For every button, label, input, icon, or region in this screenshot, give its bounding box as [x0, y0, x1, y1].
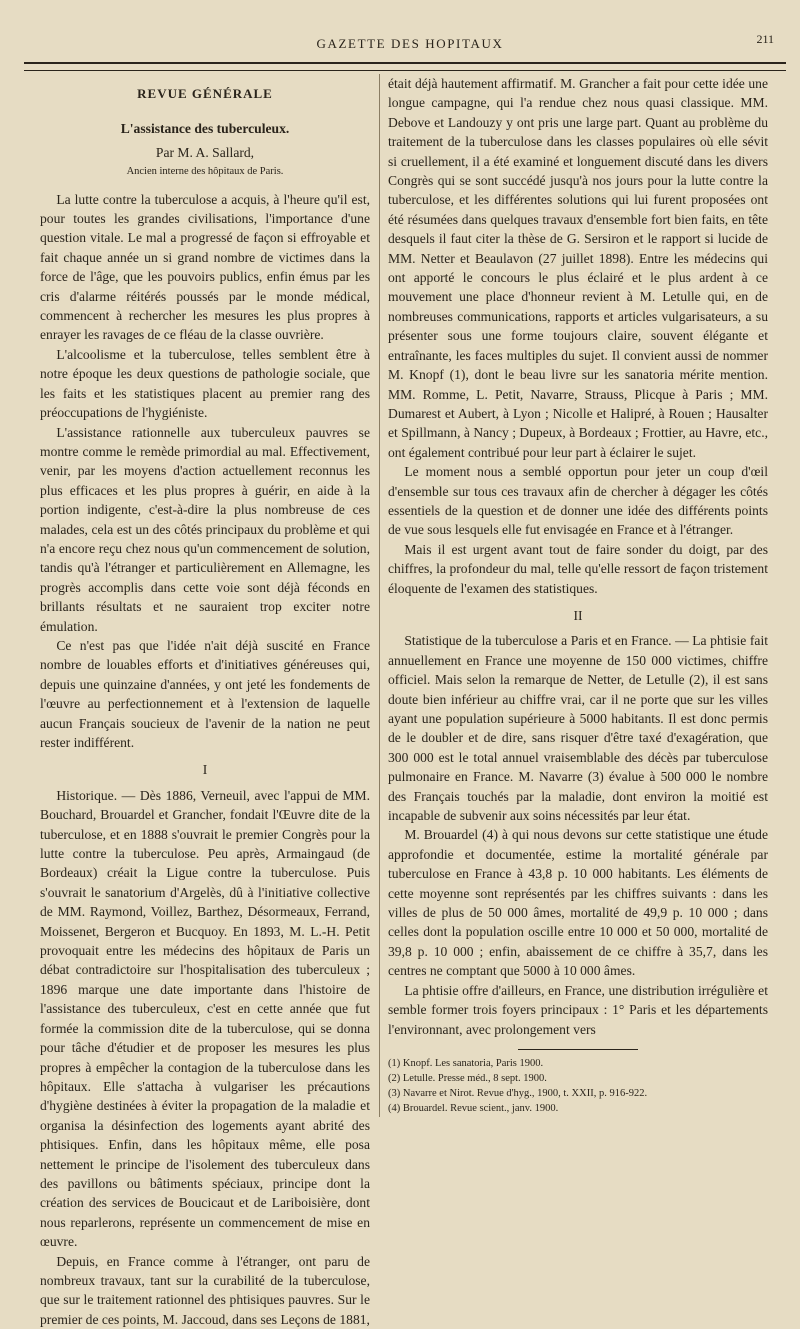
right-column [388, 74, 768, 1129]
footnote: (4) Brouardel. Revue scient., janv. 1900. [388, 1102, 559, 1114]
article-title: L'assistance des tuberculeux. [120, 121, 290, 137]
paragraph: L'alcoolisme et la tuberculose, telles semblent être à notre époque les deux questions de pathologie sociale, que les faits et les statistiques placent au premier rang des préoccupations de l'hygiéniste. [40, 346, 370, 421]
paragraph: Ce n'est pas que l'idée n'ait déjà suscité en France nombre de louables efforts et d'initiatives généreuses qui, depuis une quinzaine d'années, y ont jeté les fondements de l'œuvre au perfectionnement et à l'extension de laquelle aucun Français soucieux de l'avenir de la nation ne peut rester indifférent. [40, 637, 370, 750]
page-number: 211 [756, 32, 774, 46]
footnotes-rule [518, 1049, 638, 1050]
paragraph: Mais il est urgent avant tout de faire sonder du doigt, par des chiffres, la profondeur du mal, telle qu'elle ressort de façon tristement éloquente de l'examen des statistiques. [388, 541, 768, 596]
byline: Par M. A. Sallard, [155, 144, 255, 160]
paragraph: était déjà hautement affirmatif. M. Grancher a fait pour cette idée une longue campagne, qui l'a rendue chez nous quasi classique. MM. Debove et Landouzy y ont pris une large part. Quant au problème du traitement de la tuberculose dans les classes populaires où elle sévit si cruellement, il a été examiné et longuement discuté dans les divers Congrès qui se sont succédé jusqu'à nos jours pour la lutte contre la tuberculose, et les différentes solutions qui lui furent proposées ont été résumées dans quelques travaux d'ensemble fort bien faits, en tête desquels il faut citer la thèse de G. Sersiron et le rapport si lucide de MM. Netter et Beaulavon (27 juillet 1898). Entre les médecins qui ont apporté le concours le plus éclairé et le plus ardent à ce mouvement une place d'honneur revient à M. Letulle qui, en de nombreuses communications, rapports et articles vulgarisateurs, a su présenter sous une forme toujours claire, souvent élégante et entraînante, les faces multiples du sujet. Il convient aussi de nommer M. Knopf (1), dont le beau livre sur les sanatoria mérite mention. MM. Romme, L. Petit, Navarre, Strauss, Plicque à Paris ; MM. Dumarest et Aubert, à Lyon ; Nicolle et Halipré, à Rouen ; Hausalter et Spillmann, à Nancy ; Dupeux, à Bordeaux ; Frottier, au Havre, etc., ont également contribué pour leur part à éclairer le sujet. [388, 76, 768, 460]
column-divider [379, 74, 380, 1117]
affiliation: Ancien interne des hôpitaux de Paris. [126, 166, 284, 178]
footnote: (3) Navarre et Nirot. Revue d'hyg., 1900, t. XXII, p. 916-922. [388, 1087, 648, 1099]
footnote: (2) Letulle. Presse méd., 8 sept. 1900. [388, 1072, 547, 1084]
paragraph: Statistique de la tuberculose a Paris et en France. — La phtisie fait annuellement en France une moyenne de 150 000 victimes, chiffre officiel. Mais selon la remarque de Netter, de Letulle (2), il est sans doute bien inférieur au chiffre vrai, car il ne porte que sur les villes ayant une population supérieure à 5000 habitants. Il est donc permis de le doubler et de dire, sans risquer d'être taxé d'exagération, que 300 000 est le total annuel vraisemblable des décès par tuberculose pulmonaire en France. M. Navarre (3) évalue à 500 000 le nombre des Français touchés par la maladie, dont environ la moitié est incapable de subvenir aux soins nécessités par leur état. [388, 633, 768, 824]
paragraph: La phtisie offre d'ailleurs, en France, une distribution irrégulière et semble former trois foyers principaux : 1° Paris et les départements l'environnant, avec prolongement vers [388, 982, 768, 1037]
header-rule [24, 62, 786, 71]
left-column [40, 74, 370, 1327]
paragraph: M. Brouardel (4) à qui nous devons sur cette statistique une étude approfondie et documentée, estime la mortalité générale par tuberculose en France à 43,8 p. 10 000 habitants. Les éléments de cette moyenne sont représentés par les chiffres suivants : dans les villes de plus de 50 000 âmes, mortalité de 49,9 p. 10 000 ; dans celles dont la population oscille entre 10 000 et 50 000, mortalité de 39,8 p. 10 000 ; enfin, abaissement de ce chiffre à 35,7, dans les centres ne comptant que 5000 à 10 000 âmes. [388, 827, 768, 979]
paragraph: Historique. — Dès 1886, Verneuil, avec l'appui de MM. Bouchard, Brouardel et Grancher, fondait l'Œuvre dite de la tuberculose, et en 1888 s'ouvrait le premier Congrès pour la lutte contre la tuberculose. Peu après, Armaingaud (de Bordeaux) créait la Ligue contre la tuberculose. Puis s'ouvrait le sanatorium d'Argelès, dû à l'initiative collective de MM. Raymond, Voillez, Barthez, Désormeaux, Ferrand, Moissenet, Bergeron et Bucquoy. En 1893, M. L.-H. Petit provoquait entre les médecins des hôpitaux de Paris un débat contradictoire sur l'hospitalisation des tuberculeux ; 1896 marque une date importante dans l'histoire de l'assistance des tuberculeux, c'est en cette année que fut formée la commission dite de la tuberculose, qui se donna pour tâche d'étudier et de proposer les mesures les plus propres à empêcher la contagion de la tuberculose dans les hôpitaux. Elle s'attacha à vulgariser les précautions d'hygiène destinées à éviter la propagation de la maladie et organisa la désinfection des logements ayant abrité des phtisiques. Enfin, dans les hôpitaux même, elle posa nettement le principe de l'isolement des tuberculeux dans des pavillons ou bâtiments spéciaux, principe dont la création des services de Boucicaut et de Lariboisière, dont nous reparlerons, représente un commencement de mise en œuvre. [40, 787, 370, 1250]
section-numeral: I [202, 762, 208, 778]
paragraph: Le moment nous a semblé opportun pour jeter un coup d'œil d'ensemble sur tous ces travaux afin de chercher à dégager les côtés essentiels de la question et de donner une idée des différents points de vue sous lesquels elle fut envisagée en France et à l'étranger. [388, 464, 768, 538]
page-header [40, 30, 780, 56]
paragraph: La lutte contre la tuberculose a acquis, à l'heure qu'il est, pour toutes les grandes civilisations, l'importance d'une question vitale. Le mal a progressé de façon si effroyable et fait chaque année un si grand nombre de victimes dans la force de l'âge, que les pouvoirs publics, enfin émus par les cris d'alarme réitérés poussés par le monde médical, commencent à rechercher les mesures les plus propres à enrayer les ravages de ce fléau de la classe ouvrière. [40, 191, 370, 343]
paragraph: L'assistance rationnelle aux tuberculeux pauvres se montre comme le remède primordial au mal. Effectivement, venir, par les moyens d'action actuellement reconnus les plus efficaces et les plus propres à guérir, en aide à la portion indigente, c'est-à-dire la plus nombreuse de ces malades, cela est un des côtés principaux du problème et qui n'a encore reçu chez nous qu'un commencement de solution, tandis qu'à l'étranger et particulièrement en Allemagne, les progrès accomplis dans cette voie sont déjà féconds en brillants résultats et ne sauraient trop exciter notre émulation. [40, 424, 370, 634]
footnotes [388, 1056, 768, 1116]
running-title: GAZETTE DES HOPITAUX [316, 36, 504, 51]
section-title: REVUE GÉNÉRALE [137, 86, 273, 101]
footnote: (1) Knopf. Les sanatoria, Paris 1900. [388, 1057, 544, 1069]
section-numeral: II [573, 607, 583, 623]
paragraph: Depuis, en France comme à l'étranger, ont paru de nombreux travaux, tant sur la curabilité de la tuberculose, que sur le traitement rationnel des phtisiques pauvres. Sur le premier de ces points, M. Jaccoud, dans ses Leçons de 1881, [40, 1253, 370, 1327]
